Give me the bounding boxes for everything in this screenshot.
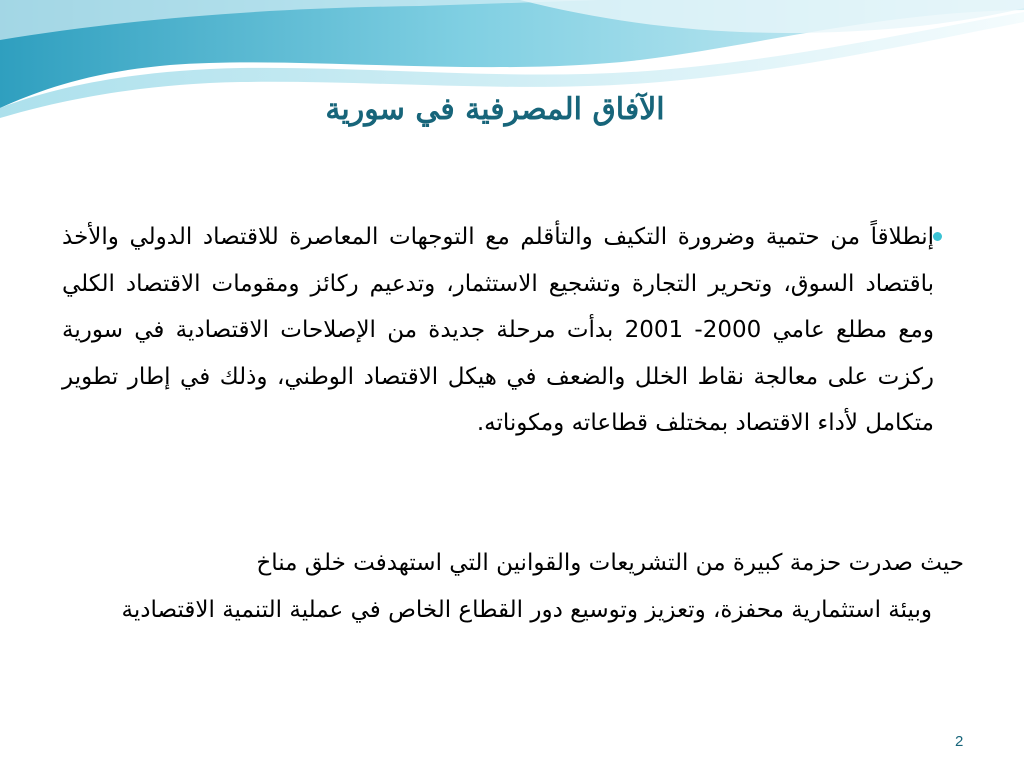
second-paragraph-rest: وبيئة استثمارية محفزة، وتعزيز وتوسيع دور القطاع الخاص في عملية التنمية الاقتصادية (121, 596, 932, 623)
bullet-paragraph: إنطلاقاً من حتمية وضرورة التكيف والتأقلم مع التوجهات المعاصرة للاقتصاد الدولي والأخذ باقتصاد السوق، وتحرير التجارة وتشجيع الاستثمار، وتدعيم ركائز ومقومات الاقتصاد الكلي ومع مطلع عامي 2000- 2001 بدأت مرحلة جديدة من الإصلاحات الاقتصادية في سورية ركزت على معالجة نقاط الخلل والضعف في هيكل الاقتصاد الوطني، وذلك في إطار تطوير متكامل لأداء الاقتصاد بمختلف قطاعاته ومكوناته. (62, 224, 934, 436)
second-paragraph (64, 540, 964, 633)
bullet-icon (933, 232, 942, 241)
second-paragraph-first-line: حيث صدرت حزمة كبيرة من التشريعات والقوانين التي استهدفت خلق مناخ (256, 550, 964, 576)
slide-title: الآفاق المصرفية في سورية (325, 92, 665, 127)
slide-number: 2 (955, 733, 964, 750)
